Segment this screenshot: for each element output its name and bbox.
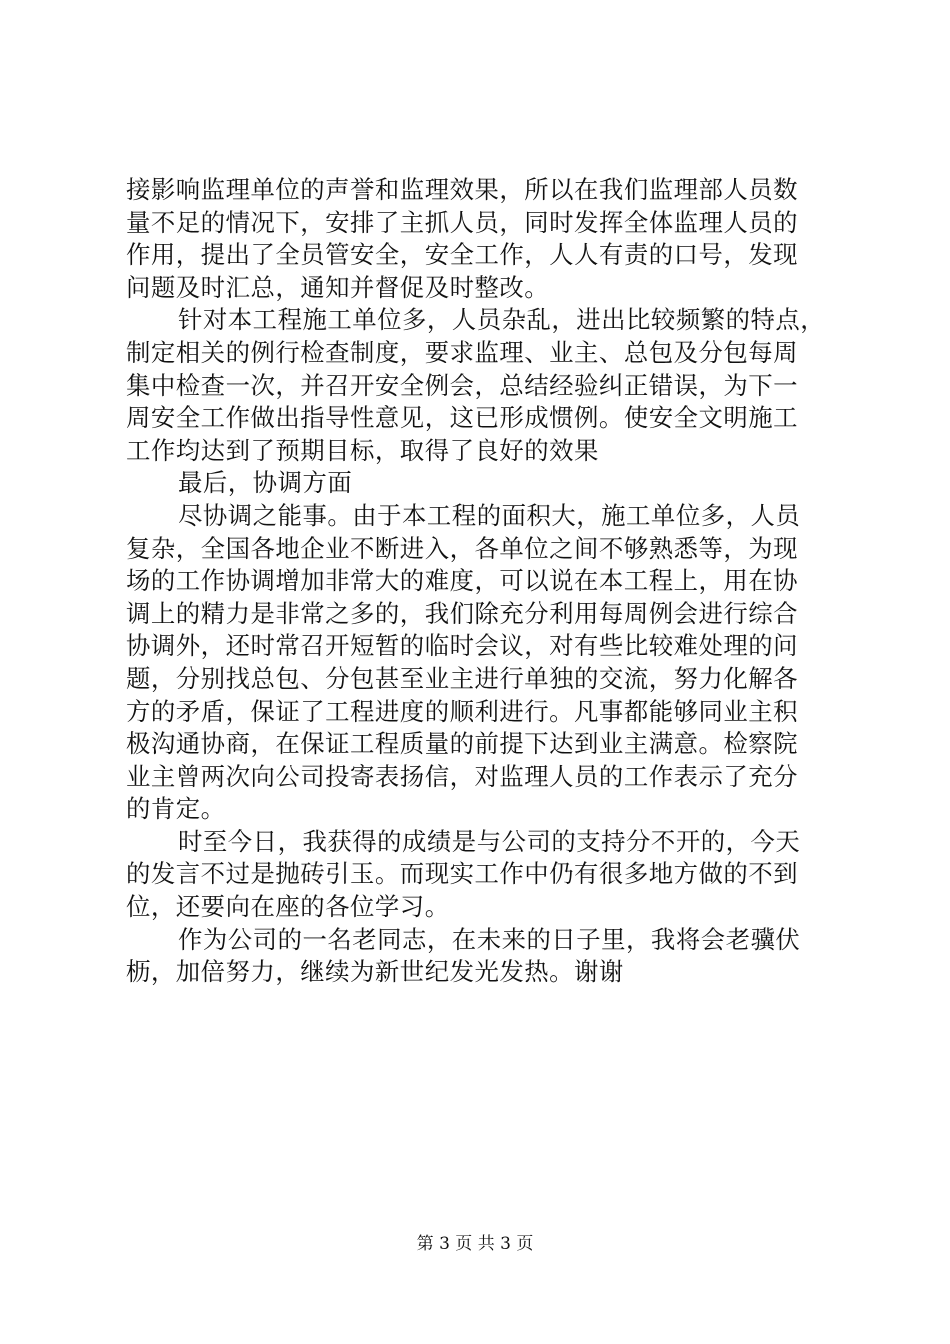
text-line: 协调外，还时常召开短暂的临时会议，对有些比较难处理的问 xyxy=(126,631,799,661)
text-line: 业主曾两次向公司投寄表扬信，对监理人员的工作表示了充分 xyxy=(126,761,799,791)
paragraph-first-line: 作为公司的一名老同志，在未来的日子里，我将会老骥伏 xyxy=(178,924,801,954)
paragraph-first-line: 尽协调之能事。由于本工程的面积大，施工单位多，人员 xyxy=(178,500,801,530)
paragraph-first-line: 针对本工程施工单位多，人员杂乱，进出比较频繁的特点， xyxy=(178,305,826,335)
text-line: 的发言不过是抛砖引玉。而现实工作中仍有很多地方做的不到 xyxy=(126,859,799,889)
text-line: 制定相关的例行检查制度，要求监理、业主、总包及分包每周 xyxy=(126,337,799,367)
text-line: 周安全工作做出指导性意见，这已形成惯例。使安全文明施工 xyxy=(126,403,799,433)
text-line: 方的矛盾，保证了工程进度的顺利进行。凡事都能够同业主积 xyxy=(126,696,799,726)
text-line: 的肯定。 xyxy=(126,794,226,824)
text-line: 调上的精力是非常之多的，我们除充分利用每周例会进行综合 xyxy=(126,598,799,628)
text-line: 接影响监理单位的声誉和监理效果，所以在我们监理部人员数 xyxy=(126,175,799,204)
text-line: 量不足的情况下，安排了主抓人员，同时发挥全体监理人员的 xyxy=(126,207,799,237)
text-line: 复杂，全国各地企业不断进入，各单位之间不够熟悉等，为现 xyxy=(126,533,799,563)
text-line: 位，还要向在座的各位学习。 xyxy=(126,892,450,922)
text-line: 极沟通协商，在保证工程质量的前提下达到业主满意。检察院 xyxy=(126,729,799,759)
paragraph-first-line: 时至今日，我获得的成绩是与公司的支持分不开的，今天 xyxy=(178,826,801,856)
text-line: 作用，提出了全员管安全，安全工作，人人有责的口号，发现 xyxy=(126,240,799,270)
text-line: 集中检查一次，并召开安全例会，总结经验纠正错误，为下一 xyxy=(126,370,799,400)
page-number-footer: 第 3 页 共 3 页 xyxy=(416,1234,534,1254)
section-heading: 最后，协调方面 xyxy=(178,468,353,498)
document-body xyxy=(126,174,846,989)
text-line: 场的工作协调增加非常大的难度，可以说在本工程上，用在协 xyxy=(126,566,799,596)
text-line: 工作均达到了预期目标，取得了良好的效果 xyxy=(126,435,599,465)
text-line: 问题及时汇总，通知并督促及时整改。 xyxy=(126,272,550,302)
text-line: 题，分别找总包、分包甚至业主进行单独的交流，努力化解各 xyxy=(126,663,799,693)
text-line: 枥，加倍努力，继续为新世纪发光发热。谢谢 xyxy=(126,957,624,987)
